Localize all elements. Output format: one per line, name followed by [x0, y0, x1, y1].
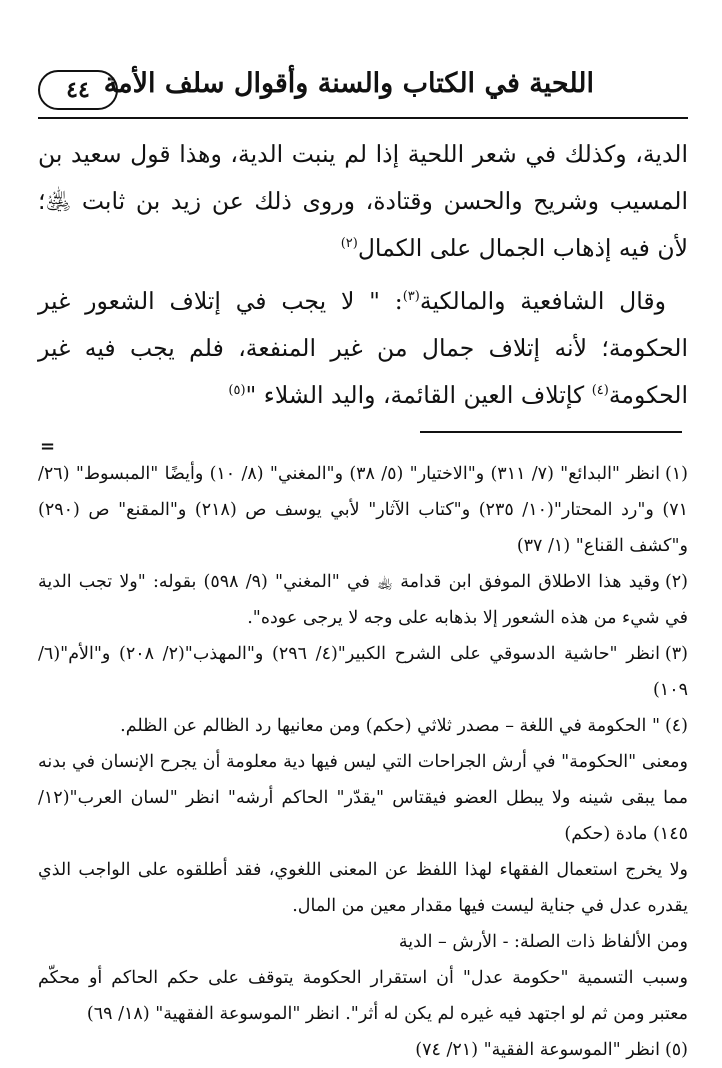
footnote-1-text: انظر "البدائع" (٧/ ٣١١) و"الاختيار" (٥/ ٣٨) و"المغني" (٨/ ١٠) وأيضًا "المبسوط" (٢٦/ ٧١) و"رد المحتار"(١٠/ ٢٣٥) و"كتاب الآثار" لأبي يوسف ص (٢١٨) و"المقنع" ص (٢٩٠) و"كشف القناع" (١/ ٣٧) — [38, 464, 688, 556]
footnote-ref-2: (٢) — [340, 236, 358, 252]
footnote-4-para-5: وسبب التسمية "حكومة عدل" أن استقرار الحكومة يتوقف على حكم الحاكم أو محكّم معتبر ومن ثم لو اجتهد فيه غيره لم يكن له أثر". انظر "الموسوعة الفقهية" (١٨/ ٦٩) — [38, 968, 688, 1024]
footnote-3-text: انظر "حاشية الدسوقي على الشرح الكبير"(٤/ ٢٩٦) و"المهذب"(٢/ ٢٠٨) و"الأم"(٦/ ١٠٩) — [38, 644, 688, 700]
footnote-ref-3: (٣) — [402, 289, 420, 305]
footnote-3 — [38, 636, 688, 708]
main-text — [38, 131, 688, 419]
footnote-5 — [38, 1032, 688, 1068]
footnote-4-para-4: ومن الألفاظ ذات الصلة: - الأرش – الدية — [398, 932, 688, 952]
footnotes — [38, 456, 688, 1068]
footnote-4-number: (٤) — [664, 716, 688, 736]
footnote-1 — [38, 456, 688, 564]
footnote-4-para-2: ومعنى "الحكومة" في أرش الجراحات التي ليس فيها دية معلومة أن يجرح الإنسان في بدنه مما يبقى شينه ولا يبطل العضو فيقتاس "يقدّر" الحاكم أرشه" انظر "لسان العرب"(١٢/ ١٤٥) مادة (حكم) — [38, 752, 688, 844]
footnote-5-number: (٥) — [664, 1040, 688, 1060]
footnote-ref-4: (٤) — [591, 383, 609, 399]
running-title: اللحية في الكتاب والسنة وأقوال سلف الأمة — [103, 68, 594, 99]
footnote-3-number: (٣) — [664, 644, 688, 664]
paragraph-2-text-b: : " لا يجب في إتلاف الشعور غير الحكومة؛ لأنه إتلاف جمال من غير المنفعة، فلم يجب فيه غير الحكومة — [38, 287, 688, 409]
paragraph-1 — [38, 131, 688, 272]
page-number-text: ٤٤ — [66, 77, 90, 103]
header-rule — [38, 117, 688, 119]
paragraph-1-text: الدية، وكذلك في شعر اللحية إذا لم ينبت الدية، وهذا قول سعيد بن المسيب وشريح والحسن وقتادة، وروى ذلك عن زيد بن ثابت ﵁؛ لأن فيه إذهاب الجمال على الكمال — [38, 140, 688, 262]
footnote-5-text: انظر "الموسوعة الفقية" (٢١/ ٧٤) — [415, 1040, 660, 1060]
footnote-2 — [38, 564, 688, 636]
footnote-4 — [38, 708, 688, 744]
footnote-2-text: وقيد هذا الاطلاق الموفق ابن قدامة ﵀ في "المغني" (٩/ ٥٩٨) بقوله: "ولا تجب الدية في شيء من هذه الشعور إلا بذهابه على وجه لا يرجى عوده". — [38, 572, 688, 628]
paragraph-2-text-a: وقال الشافعية والمالكية — [419, 287, 666, 315]
footnote-1-number: (١) — [664, 464, 688, 484]
footnote-ref-5: (٥) — [228, 383, 246, 399]
footnote-continuation-marker: = — [40, 436, 56, 457]
footnote-2-number: (٢) — [664, 572, 688, 592]
footnote-rule — [420, 431, 682, 433]
footnote-4-text: " الحكومة في اللغة – مصدر ثلاثي (حكم) ومن معانيها رد الظالم عن الظلم. — [120, 716, 660, 736]
footnote-4-para-3: ولا يخرج استعمال الفقهاء لهذا اللفظ عن المعنى اللغوي، فقد أطلقوه على الواجب الذي يقدره عدل في جناية ليست فيها مقدار معين من المال. — [38, 860, 688, 916]
paragraph-2 — [38, 278, 688, 419]
page-number — [38, 70, 118, 110]
paragraph-2-text-c: كإتلاف العين القائمة، واليد الشلاء " — [245, 381, 592, 409]
